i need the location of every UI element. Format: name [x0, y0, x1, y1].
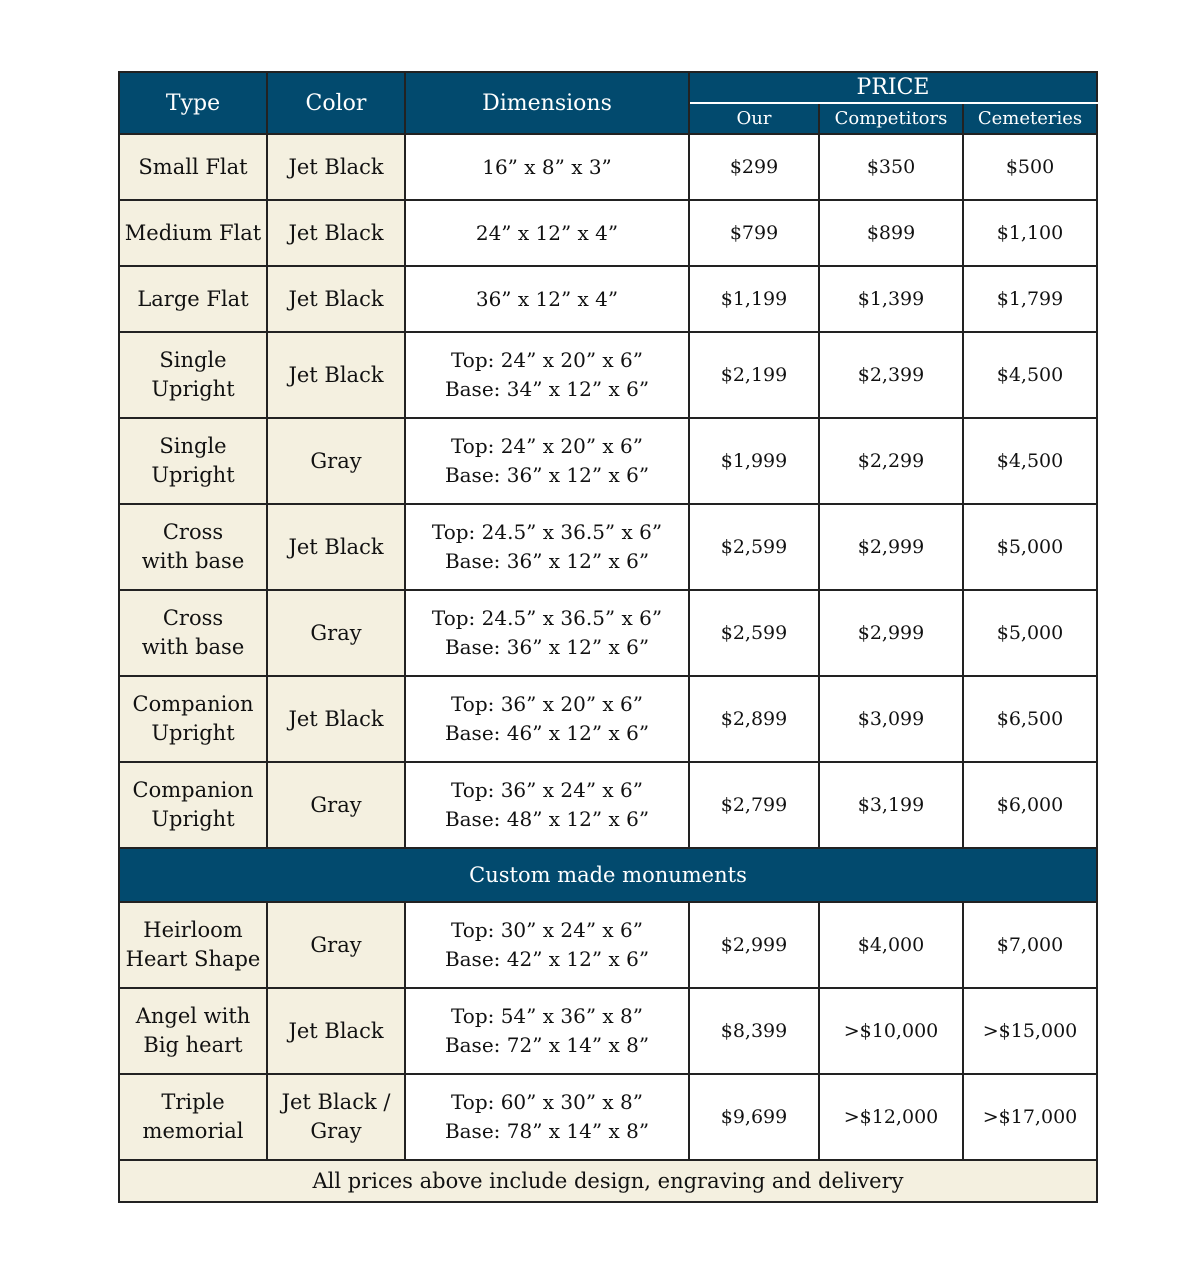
cell-line: Triple: [161, 1090, 225, 1114]
competitors-price-cell: $2,999: [819, 504, 963, 590]
cell-line: Companion: [132, 778, 254, 802]
table-row: [119, 590, 1097, 676]
table-row: [119, 988, 1097, 1074]
competitors-price-cell: >$10,000: [819, 988, 963, 1074]
table-row: [119, 762, 1097, 848]
cell-line: 36” x 12” x 4”: [475, 286, 619, 311]
cell-line: Base: 36” x 12” x 6”: [444, 635, 650, 659]
section-header: [119, 848, 1097, 902]
type-cell: [119, 134, 267, 200]
color-cell: [267, 762, 405, 848]
cell-line: 24” x 12” x 4”: [475, 220, 619, 245]
cell-line: Jet Black: [288, 286, 384, 311]
dimensions-cell: [405, 762, 689, 848]
dimensions-cell: [405, 266, 689, 332]
cell-line: Top: 54” x 36” x 8”: [450, 1004, 643, 1028]
cell-line: Upright: [151, 377, 235, 401]
color-cell: [267, 1074, 405, 1160]
color-cell: [267, 504, 405, 590]
cell-line: Upright: [151, 807, 235, 831]
dimensions-cell: [405, 1074, 689, 1160]
our-price-cell: $1,199: [689, 266, 819, 332]
type-cell: [119, 676, 267, 762]
cell-line: Base: 46” x 12” x 6”: [444, 721, 650, 745]
dimensions-cell: [405, 504, 689, 590]
cell-line: Upright: [151, 721, 235, 745]
color-cell: [267, 266, 405, 332]
cell-line: Base: 72” x 14” x 8”: [444, 1033, 650, 1057]
dimensions-cell: [405, 988, 689, 1074]
cemeteries-price-cell: $6,000: [963, 762, 1097, 848]
our-price-cell: $2,899: [689, 676, 819, 762]
color-cell: [267, 902, 405, 988]
color-cell: [267, 332, 405, 418]
cell-line: Gray: [310, 448, 362, 473]
cell-line: Big heart: [143, 1033, 243, 1057]
type-cell: [119, 988, 267, 1074]
header-cemeteries: Cemeteries: [963, 103, 1097, 134]
section-title: Custom made monuments: [119, 848, 1097, 902]
cemeteries-price-cell: $1,100: [963, 200, 1097, 266]
cell-line: Top: 36” x 20” x 6”: [450, 692, 643, 716]
cell-line: Gray: [310, 620, 362, 645]
cell-line: Top: 36” x 24” x 6”: [450, 778, 643, 802]
cemeteries-price-cell: $6,500: [963, 676, 1097, 762]
header-our: Our: [689, 103, 819, 134]
type-cell: [119, 418, 267, 504]
color-cell: [267, 200, 405, 266]
cell-line: Base: 42” x 12” x 6”: [444, 947, 650, 971]
cemeteries-price-cell: $5,000: [963, 590, 1097, 676]
our-price-cell: $799: [689, 200, 819, 266]
our-price-cell: $2,999: [689, 902, 819, 988]
header-dimensions: Dimensions: [405, 72, 689, 134]
type-cell: [119, 902, 267, 988]
dimensions-cell: [405, 676, 689, 762]
cell-line: Jet Black: [288, 220, 384, 245]
dimensions-cell: [405, 134, 689, 200]
table-row: [119, 1074, 1097, 1160]
competitors-price-cell: $2,999: [819, 590, 963, 676]
cell-line: Gray: [310, 792, 362, 817]
competitors-price-cell: $4,000: [819, 902, 963, 988]
our-price-cell: $9,699: [689, 1074, 819, 1160]
cemeteries-price-cell: >$15,000: [963, 988, 1097, 1074]
cell-line: Top: 24” x 20” x 6”: [450, 434, 643, 458]
competitors-price-cell: $2,299: [819, 418, 963, 504]
cell-line: Companion: [132, 692, 254, 716]
table-row: [119, 134, 1097, 200]
type-cell: [119, 332, 267, 418]
type-cell: [119, 1074, 267, 1160]
standard-rows: [119, 134, 1097, 848]
our-price-cell: $299: [689, 134, 819, 200]
cell-line: Single: [159, 348, 227, 372]
color-cell: [267, 676, 405, 762]
table-row: [119, 676, 1097, 762]
cemeteries-price-cell: $1,799: [963, 266, 1097, 332]
cell-line: Base: 78” x 14” x 8”: [444, 1119, 650, 1143]
cell-line: Base: 34” x 12” x 6”: [444, 377, 650, 401]
cell-line: Top: 24” x 20” x 6”: [450, 348, 643, 372]
our-price-cell: $2,599: [689, 504, 819, 590]
competitors-price-cell: $350: [819, 134, 963, 200]
cell-line: Angel with: [135, 1004, 251, 1028]
header-type: Type: [119, 72, 267, 134]
competitors-price-cell: $1,399: [819, 266, 963, 332]
dimensions-cell: [405, 590, 689, 676]
our-price-cell: $2,199: [689, 332, 819, 418]
cemeteries-price-cell: >$17,000: [963, 1074, 1097, 1160]
header-competitors: Competitors: [819, 103, 963, 134]
cell-line: Top: 24.5” x 36.5” x 6”: [431, 606, 663, 630]
color-cell: [267, 590, 405, 676]
cell-line: Heart Shape: [125, 947, 261, 971]
competitors-price-cell: $3,099: [819, 676, 963, 762]
dimensions-cell: [405, 332, 689, 418]
table-row: [119, 902, 1097, 988]
cell-line: Base: 36” x 12” x 6”: [444, 549, 650, 573]
cell-line: Jet Black /: [281, 1090, 391, 1114]
table-row: [119, 200, 1097, 266]
cell-line: Cross: [162, 606, 224, 630]
header-color: Color: [267, 72, 405, 134]
type-cell: [119, 200, 267, 266]
cell-line: 16” x 8” x 3”: [482, 154, 612, 179]
table-row: [119, 504, 1097, 590]
cell-line: Jet Black: [288, 1018, 384, 1043]
competitors-price-cell: $3,199: [819, 762, 963, 848]
cell-line: Top: 24.5” x 36.5” x 6”: [431, 520, 663, 544]
competitors-price-cell: >$12,000: [819, 1074, 963, 1160]
type-cell: [119, 504, 267, 590]
price-table: [118, 71, 1098, 1203]
cemeteries-price-cell: $500: [963, 134, 1097, 200]
cemeteries-price-cell: $4,500: [963, 418, 1097, 504]
cell-line: Top: 30” x 24” x 6”: [450, 918, 643, 942]
cell-line: with base: [141, 549, 245, 573]
cell-line: Heirloom: [143, 918, 243, 942]
table-row: [119, 418, 1097, 504]
competitors-price-cell: $2,399: [819, 332, 963, 418]
color-cell: [267, 134, 405, 200]
cell-line: Cross: [162, 520, 224, 544]
competitors-price-cell: $899: [819, 200, 963, 266]
cell-line: Jet Black: [288, 534, 384, 559]
type-cell: [119, 590, 267, 676]
cell-line: Small Flat: [138, 154, 248, 179]
footer-note: All prices above include design, engraving and delivery: [119, 1160, 1097, 1202]
cell-line: Large Flat: [137, 286, 249, 311]
our-price-cell: $1,999: [689, 418, 819, 504]
cell-line: Top: 60” x 30” x 8”: [450, 1090, 643, 1114]
our-price-cell: $2,799: [689, 762, 819, 848]
cell-line: Gray: [310, 1119, 362, 1143]
cell-line: with base: [141, 635, 245, 659]
cemeteries-price-cell: $4,500: [963, 332, 1097, 418]
cemeteries-price-cell: $7,000: [963, 902, 1097, 988]
cell-line: Jet Black: [288, 154, 384, 179]
cell-line: Base: 36” x 12” x 6”: [444, 463, 650, 487]
custom-rows: [119, 902, 1097, 1160]
cell-line: Jet Black: [288, 362, 384, 387]
dimensions-cell: [405, 418, 689, 504]
color-cell: [267, 418, 405, 504]
cell-line: Gray: [310, 932, 362, 957]
cemeteries-price-cell: $5,000: [963, 504, 1097, 590]
cell-line: Base: 48” x 12” x 6”: [444, 807, 650, 831]
table-row: [119, 266, 1097, 332]
type-cell: [119, 266, 267, 332]
cell-line: Single: [159, 434, 227, 458]
cell-line: Upright: [151, 463, 235, 487]
cell-line: Jet Black: [288, 706, 384, 731]
type-cell: [119, 762, 267, 848]
dimensions-cell: [405, 200, 689, 266]
table-row: [119, 332, 1097, 418]
our-price-cell: $8,399: [689, 988, 819, 1074]
cell-line: Medium Flat: [124, 220, 262, 245]
header-price: PRICE: [689, 72, 1097, 103]
color-cell: [267, 988, 405, 1074]
cell-line: memorial: [142, 1119, 244, 1143]
our-price-cell: $2,599: [689, 590, 819, 676]
dimensions-cell: [405, 902, 689, 988]
